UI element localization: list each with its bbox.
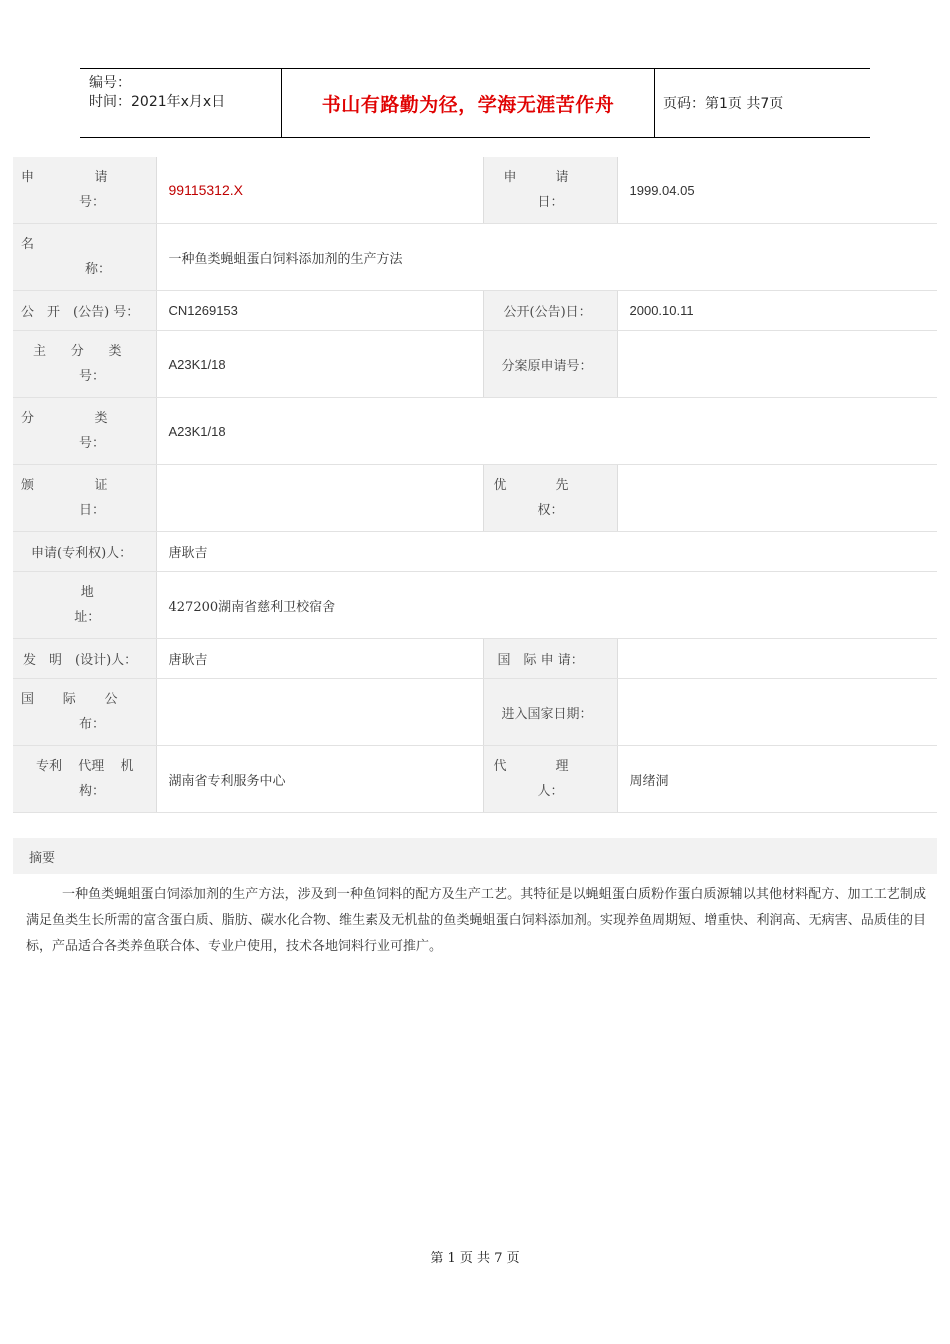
number-label: 编号：	[89, 75, 131, 91]
header-motto-cell	[282, 69, 655, 137]
page-footer: 第 1 页 共 7 页	[430, 1251, 520, 1266]
address: 427200湖南省慈利卫校宿舍	[156, 572, 937, 639]
page-info: 页码：第1页 共7页	[663, 96, 784, 112]
table-row: 地 址： 427200湖南省慈利卫校宿舍	[13, 572, 937, 639]
time-label: 时间：2021年x月x日	[89, 94, 226, 110]
intl-publication	[156, 679, 483, 746]
abstract-heading: 摘要	[29, 850, 56, 866]
patent-agent: 周绪洞	[617, 746, 937, 813]
inventor: 唐耿吉	[156, 639, 483, 679]
divisional-app	[617, 331, 937, 398]
table-row: 申 请 号： 99115312.X 申 请 日： 1999.04.05	[13, 157, 937, 224]
abstract-heading-bar	[13, 838, 937, 874]
abstract-text: 一种鱼类蝇蛆蛋白饲添加剂的生产方法，涉及到一种鱼饲料的配方及生产工艺。其特征是以蝇蛆蛋白质粉作蛋白质源辅以其他材料配方、加工工艺制成满足鱼类生长所需的富含蛋白质、脂肪、碳水化合物、维生素及无机盐的鱼类蝇蛆蛋白饲料添加剂。实现养鱼周期短、增重快、利润高、无病害、品质佳的目标，产品适合各类养鱼联合体、专业户使用，技术各地饲料行业可推广。	[26, 887, 926, 954]
header-meta-cell	[80, 69, 282, 137]
table-row: 分 类 号： A23K1/18	[13, 398, 937, 465]
applicant: 唐耿吉	[156, 532, 937, 572]
application-date: 1999.04.05	[617, 157, 937, 224]
national-date-label: 进入国家日期：	[501, 706, 593, 722]
patent-agency: 湖南省专利服务中心	[156, 746, 483, 813]
table-row: 发 明 (设计)人： 唐耿吉 国 际 申 请：	[13, 639, 937, 679]
publication-date: 2000.10.11	[617, 291, 937, 331]
patent-name: 一种鱼类蝇蛆蛋白饲料添加剂的生产方法	[156, 224, 937, 291]
grant-date	[156, 465, 483, 532]
publication-number: CN1269153	[156, 291, 483, 331]
table-row: 主 分 类 号： A23K1/18 分案原申请号：	[13, 331, 937, 398]
div-app-label: 分案原申请号：	[501, 358, 593, 374]
applicant-label: 申请(专利权)人：	[31, 546, 133, 561]
header-page-cell	[655, 69, 870, 137]
intl-application	[617, 639, 937, 679]
table-row	[13, 532, 937, 572]
table-row: 专利 代理 机 构： 湖南省专利服务中心 代 理 人： 周绪洞	[13, 746, 937, 813]
document-header	[80, 68, 870, 138]
table-row: 公 开 (公告) 号： CN1269153 公开(公告)日： 2000.10.11	[13, 291, 937, 331]
table-row: 名 称： 一种鱼类蝇蛆蛋白饲料添加剂的生产方法	[13, 224, 937, 291]
priority	[617, 465, 937, 532]
patent-info-table	[13, 157, 937, 813]
main-class: A23K1/18	[156, 331, 483, 398]
national-entry-date	[617, 679, 937, 746]
table-row: 国 际 公 布： 进入国家日期：	[13, 679, 937, 746]
pub-date-label: 公开(公告)日：	[503, 305, 592, 320]
motto: 书山有路勤为径，学海无涯苦作舟	[321, 93, 615, 116]
classification: A23K1/18	[156, 398, 937, 465]
application-number: 99115312.X	[156, 157, 483, 224]
table-row: 颁 证 日： 优 先 权：	[13, 465, 937, 532]
